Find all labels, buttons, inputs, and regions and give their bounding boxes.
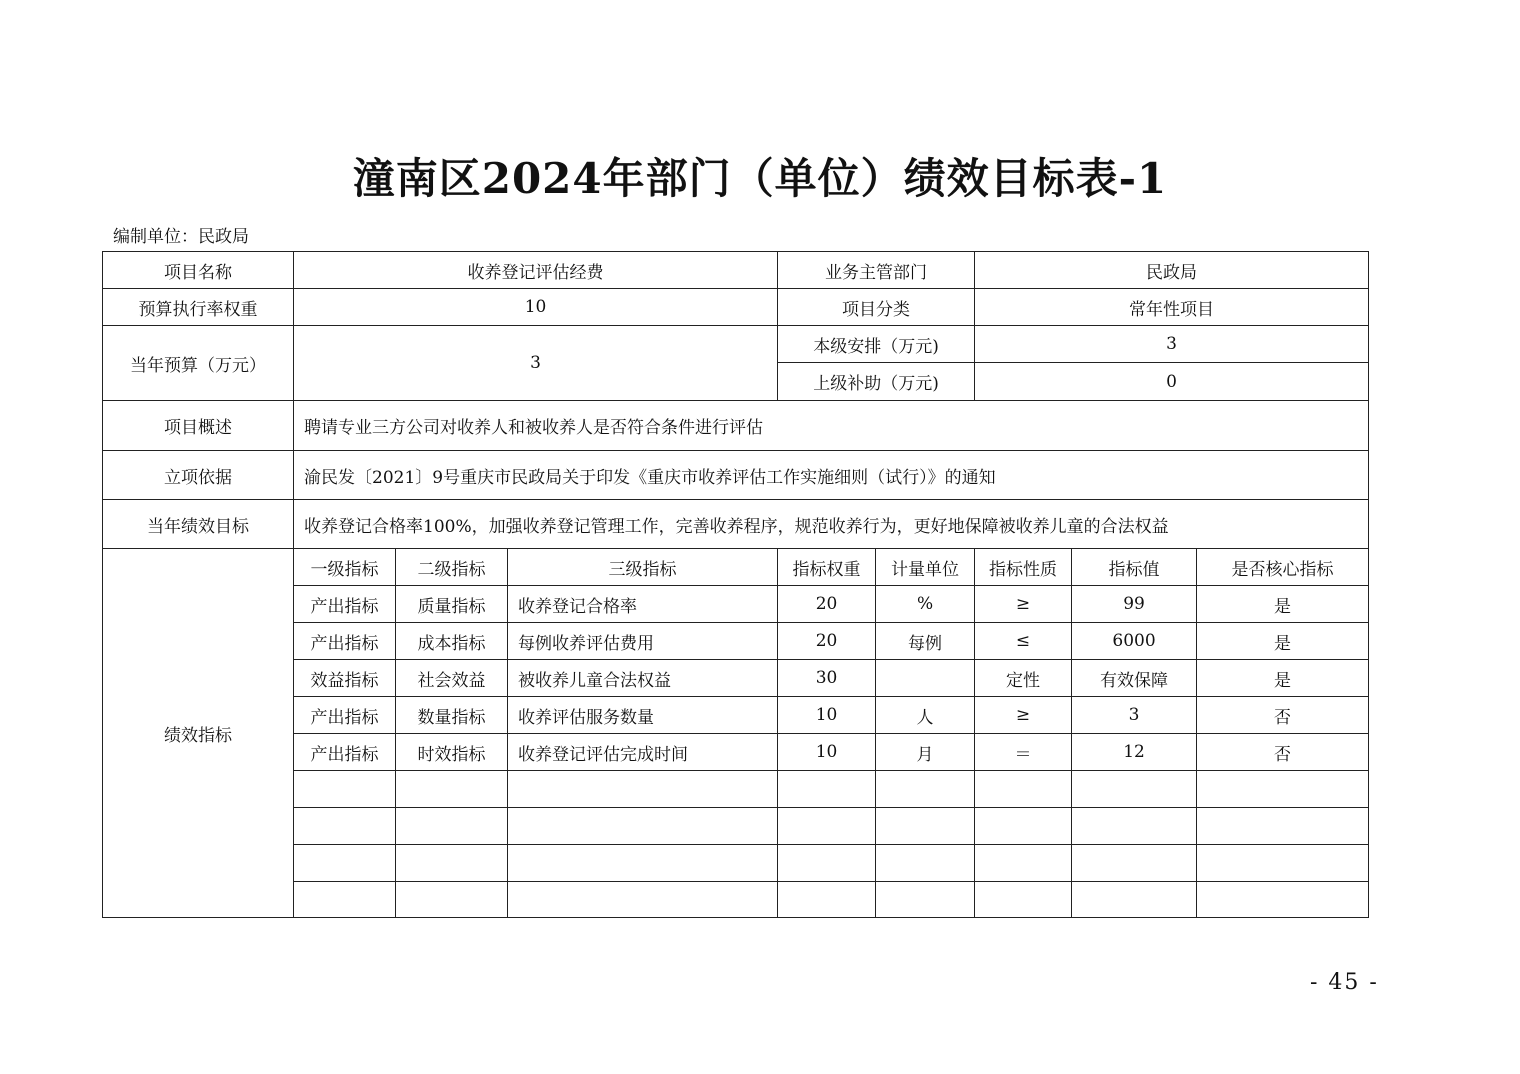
budget-label: 当年预算（万元） — [103, 326, 294, 401]
project-name-value: 收养登记评估经费 — [294, 252, 778, 289]
header-level1: 一级指标 — [294, 549, 396, 586]
weight-value: 10 — [294, 289, 778, 326]
header-value: 指标值 — [1072, 549, 1197, 586]
cell-nature: 定性 — [975, 660, 1072, 697]
cell-unit: 每例 — [876, 623, 975, 660]
upper-value: 0 — [975, 363, 1369, 401]
cell-level2: 质量指标 — [396, 586, 508, 623]
cell-unit — [876, 660, 975, 697]
cell-value: 12 — [1072, 734, 1197, 771]
row-weight — [103, 289, 1369, 326]
document-title: 潼南区2024年部门（单位）绩效目标表-1 — [352, 154, 1168, 203]
row-basis — [103, 451, 1369, 500]
cell-level3: 收养登记合格率 — [508, 586, 778, 623]
cell-value: 有效保障 — [1072, 660, 1197, 697]
cell-core: 否 — [1197, 734, 1369, 771]
upper-label: 上级补助（万元) — [778, 363, 975, 401]
header-weight: 指标权重 — [778, 549, 876, 586]
header-level3: 三级指标 — [508, 549, 778, 586]
cell-nature: ＝ — [975, 734, 1072, 771]
cell-nature: ≤ — [975, 623, 1072, 660]
cell-level3: 被收养儿童合法权益 — [508, 660, 778, 697]
organization-label: 编制单位：民政局 — [113, 227, 249, 247]
cell-value: 6000 — [1072, 623, 1197, 660]
header-level2: 二级指标 — [396, 549, 508, 586]
basis-label: 立项依据 — [103, 451, 294, 500]
row-overview — [103, 401, 1369, 451]
header-core: 是否核心指标 — [1197, 549, 1369, 586]
category-label: 项目分类 — [778, 289, 975, 326]
cell-level1: 产出指标 — [294, 734, 396, 771]
cell-level1: 效益指标 — [294, 660, 396, 697]
cell-level2: 时效指标 — [396, 734, 508, 771]
overview-label: 项目概述 — [103, 401, 294, 451]
cell-level2: 社会效益 — [396, 660, 508, 697]
cell-weight: 10 — [778, 734, 876, 771]
cell-weight: 20 — [778, 623, 876, 660]
overview-value: 聘请专业三方公司对收养人和被收养人是否符合条件进行评估 — [294, 401, 1369, 451]
goal-value: 收养登记合格率100%，加强收养登记管理工作，完善收养程序，规范收养行为，更好地保障被收养儿童的合法权益 — [294, 500, 1369, 549]
cell-unit: % — [876, 586, 975, 623]
dept-value: 民政局 — [975, 252, 1369, 289]
cell-core: 是 — [1197, 586, 1369, 623]
cell-level2: 成本指标 — [396, 623, 508, 660]
cell-weight: 30 — [778, 660, 876, 697]
page-number: - 45 - — [1310, 970, 1379, 995]
cell-level1: 产出指标 — [294, 697, 396, 734]
local-label: 本级安排（万元) — [778, 326, 975, 363]
basis-value: 渝民发〔2021〕9号重庆市民政局关于印发《重庆市收养评估工作实施细则（试行）》的通知 — [294, 451, 1369, 500]
weight-label: 预算执行率权重 — [103, 289, 294, 326]
local-value: 3 — [975, 326, 1369, 363]
budget-value: 3 — [294, 326, 778, 401]
header-nature: 指标性质 — [975, 549, 1072, 586]
cell-core: 是 — [1197, 660, 1369, 697]
performance-target-table — [102, 251, 1369, 918]
dept-label: 业务主管部门 — [778, 252, 975, 289]
row-goal — [103, 500, 1369, 549]
project-name-label: 项目名称 — [103, 252, 294, 289]
cell-level2: 数量指标 — [396, 697, 508, 734]
cell-weight: 10 — [778, 697, 876, 734]
row-budget-local — [103, 326, 1369, 363]
cell-level1: 产出指标 — [294, 623, 396, 660]
cell-nature: ≥ — [975, 586, 1072, 623]
cell-level3: 收养评估服务数量 — [508, 697, 778, 734]
cell-value: 99 — [1072, 586, 1197, 623]
cell-unit: 人 — [876, 697, 975, 734]
cell-core: 是 — [1197, 623, 1369, 660]
category-value: 常年性项目 — [975, 289, 1369, 326]
cell-weight: 20 — [778, 586, 876, 623]
cell-level3: 每例收养评估费用 — [508, 623, 778, 660]
cell-unit: 月 — [876, 734, 975, 771]
header-unit: 计量单位 — [876, 549, 975, 586]
cell-core: 否 — [1197, 697, 1369, 734]
indicators-section-label: 绩效指标 — [103, 549, 294, 918]
cell-nature: ≥ — [975, 697, 1072, 734]
cell-value: 3 — [1072, 697, 1197, 734]
cell-level1: 产出指标 — [294, 586, 396, 623]
indicator-header-row — [103, 549, 1369, 586]
goal-label: 当年绩效目标 — [103, 500, 294, 549]
cell-level3: 收养登记评估完成时间 — [508, 734, 778, 771]
row-project-name — [103, 252, 1369, 289]
